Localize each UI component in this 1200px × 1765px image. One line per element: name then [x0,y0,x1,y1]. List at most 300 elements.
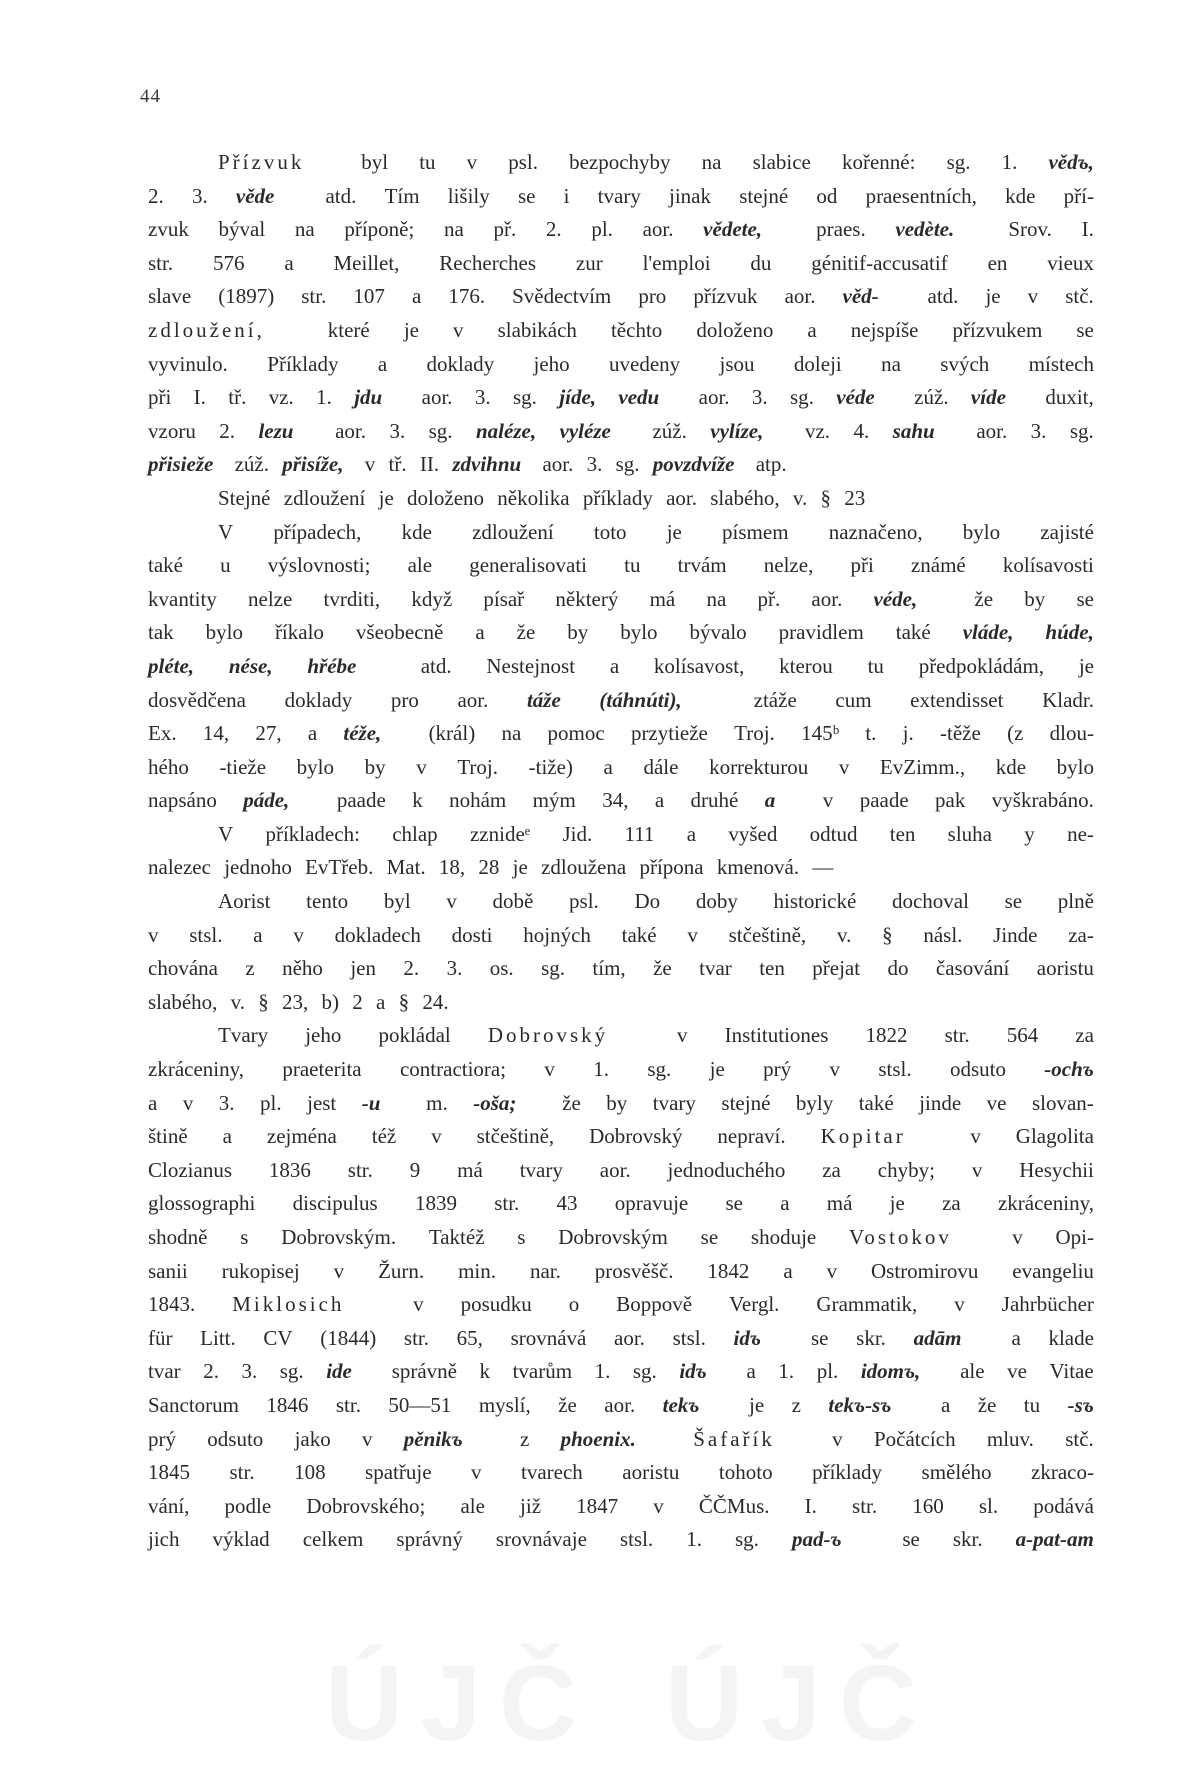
word: shoduje [750,1225,822,1249]
word: příponě; [344,217,420,242]
italic-word: véde, [873,586,918,611]
word: podává [1033,1493,1094,1518]
word: sl. [978,1493,1004,1518]
word: sg. [632,1359,663,1384]
text-line [148,818,1094,852]
word: při [148,385,177,410]
word: -tieže [219,754,272,779]
word: jednoho [224,855,298,880]
word: u [220,553,236,578]
italic-word: vedète. [895,217,955,242]
italic-word: jíde, [559,385,602,410]
word: psl. [508,150,544,174]
word: vzoru [148,418,202,443]
word [943,583,948,617]
word: ve [986,1090,1012,1115]
word: contractiora; [399,1057,512,1082]
word: Vitae [1049,1359,1094,1384]
word: jich [148,1527,185,1552]
word: vieux [1047,250,1094,275]
word: jen [350,956,382,981]
word: dosti [451,922,498,947]
word: a [783,1258,798,1283]
word: bezpochyby [569,150,676,174]
word: stsl. [672,1325,712,1350]
italic-word: téže, [343,721,382,746]
italic-word: a [764,788,776,813]
word: v [677,1023,693,1048]
italic-word: víde [970,385,1006,410]
word: a [307,721,323,746]
word: nejspíše [850,317,924,342]
word: 28 [478,855,505,880]
word: stč. [1065,284,1094,309]
word: slabikách [497,317,583,342]
word: b) [321,989,345,1014]
word [1023,381,1028,415]
word: 1. [593,1057,615,1082]
word: aoristu [1036,956,1094,981]
word: y [1024,821,1041,846]
spaced-word: Vostokov [848,1225,952,1249]
word: str. [347,1157,379,1182]
word: uvedeny [609,351,686,376]
word [399,381,404,415]
word: pak [935,788,971,813]
word: v [148,922,164,947]
word: byl [361,150,394,174]
word: tvary [597,183,647,208]
italic-word: pěnikъ [403,1426,463,1451]
italic-word: tekъ [662,1392,700,1417]
word: EvZimm., [879,754,971,779]
word [489,1423,494,1457]
word: i [563,183,575,208]
word: I. [804,1493,823,1518]
word: 23, [282,989,314,1014]
word: -tiže) [528,754,579,779]
word: jako [294,1426,336,1451]
word: str. [148,250,179,275]
spaced-word: Miklosich [232,1292,345,1317]
word: 3. [389,418,411,443]
word: několika [497,485,575,510]
word: a [609,653,625,678]
word: pří- [1063,183,1094,208]
word [629,415,634,449]
word: také [621,922,662,947]
word: ve [1007,1359,1033,1384]
word: 3. [446,956,468,981]
word: 564 [1006,1023,1044,1048]
word: je [709,1057,731,1082]
italic-word: húde, [1045,620,1094,645]
word: ne- [1067,821,1094,846]
word: mluv. [986,1426,1040,1451]
word: srovnávaje [495,1527,593,1552]
word: písař [483,586,530,611]
word: na [501,721,527,746]
word [221,448,226,482]
word: Litt. [200,1325,241,1350]
word: 176. [448,284,491,309]
text-line [148,1389,1094,1423]
italic-word: -oša; [473,1090,517,1115]
word: v [822,788,839,813]
word: dlou- [1049,721,1094,746]
word: napsáno [148,788,223,813]
word: (z [1007,721,1029,746]
word: Jahrbücher [1001,1292,1094,1317]
word: 2 [352,989,369,1014]
word: duxit, [1045,385,1094,410]
word [979,213,984,247]
word: ale [407,553,438,578]
word: 27, [255,721,287,746]
word: ten [889,821,921,846]
word: v [1027,284,1044,309]
word: aor. [599,1157,636,1182]
word: stčeštině, [728,922,812,947]
text-line [148,1355,1094,1389]
word: se [725,1191,749,1216]
word: 1. [686,1527,708,1552]
word: případech, [273,519,367,544]
word: tvarům [512,1359,578,1384]
word: slabého, [148,989,223,1014]
word: v [333,1258,350,1283]
word: ten [759,956,791,981]
word [330,146,335,180]
word: některý [555,586,624,611]
word: př. [757,586,786,611]
word: I. [193,385,212,410]
word: 3. [586,452,608,477]
word: které [327,317,375,342]
word: 34, [602,788,634,813]
text-line [148,1120,1094,1154]
word: tvrditi, [323,586,386,611]
word [640,1019,645,1053]
word: vání, [148,1493,195,1518]
word: v [970,1124,987,1149]
word [310,784,315,818]
word: v [453,317,469,342]
word: v [416,754,432,779]
italic-word: naléze, [476,418,542,443]
word: (1844) [320,1325,382,1350]
word [386,650,391,684]
word: dosvědčena [148,687,252,712]
italic-word: táže [526,687,567,712]
word: Sanctorum [148,1392,245,1417]
word: přízvukem [952,317,1048,342]
word: str. [852,1493,883,1518]
italic-word: hřébe [307,653,357,678]
word: Do [634,889,666,914]
word: druhé [690,788,744,813]
word: sg. [541,956,571,981]
text-line [148,1053,1094,1087]
text-line [148,616,1094,650]
word: 3. [218,1090,240,1115]
word: tř. [228,385,252,410]
italic-word: a-pat-am [1015,1527,1094,1552]
word: stsl. [619,1527,659,1552]
word: těchto [610,317,668,342]
word: spatřuje [365,1460,437,1485]
word: Troj. [734,721,781,746]
word: býval [218,217,271,242]
word: Opi- [1055,1225,1094,1249]
word: pomoc [547,721,610,746]
word: Kladr. [1042,687,1094,712]
italic-word: phoenix. [560,1426,636,1451]
italic-word: idomъ, [860,1359,921,1384]
word: v [954,1292,971,1317]
word: Dobrovským. [281,1225,402,1249]
word: příklady [582,485,659,510]
word: — [812,855,834,880]
italic-word: idъ [733,1325,761,1350]
word: kde [995,754,1032,779]
word: aor. [614,1325,651,1350]
word: 1836 [268,1157,317,1182]
word: os. [489,956,519,981]
word: tu [624,553,646,578]
word: 160 [912,1493,949,1518]
word: smělého [921,1460,997,1485]
word: stsl. [878,1057,917,1082]
word: dochoval [891,889,975,914]
word: sg. [946,150,976,174]
word: je [403,317,425,342]
word: kolísavosti [1002,553,1094,578]
text-line [148,1187,1094,1221]
word: zajisté [1040,519,1094,544]
word: by [1024,586,1051,611]
word: má [649,586,681,611]
italic-word: zdvihnu [452,452,522,477]
word: bylo [205,620,249,645]
text-line [148,583,1094,617]
word [900,280,905,314]
word: 2. [403,956,425,981]
word: tu [867,653,890,678]
text-line [148,1523,1094,1557]
word: jeho [305,1023,347,1048]
word: zkráceniny, [148,1057,250,1082]
word: tento [306,889,354,914]
word [312,415,317,449]
italic-word: přisieže [148,452,214,477]
word: aor. [335,418,372,443]
word: dále [643,754,684,779]
word: na [706,586,732,611]
word [662,1423,667,1457]
word: a [475,620,490,645]
word: bylo [1056,754,1094,779]
word: zúž. [914,385,954,410]
word: se [1076,317,1094,342]
word: příklady [812,1460,888,1485]
word [369,1355,374,1389]
word: 1846 [266,1392,314,1417]
word: 3. [751,385,773,410]
word: zur [575,250,608,275]
spaced-word: Kopitar [820,1124,906,1149]
word: vyvinulo. [148,351,234,376]
word: 3. [241,1359,263,1384]
word: vz. [268,385,300,410]
word: je [378,485,400,510]
word [722,1389,727,1423]
word: atd. [927,284,964,309]
word: 9 [409,1157,426,1182]
word: za [942,1191,966,1216]
word: že [974,586,999,611]
word: vz. [804,418,836,443]
word: Svědectvím [512,284,617,309]
word: Stejné [218,485,276,510]
word: praes. [816,217,871,242]
italic-word: vědete, [703,217,763,242]
word: a [654,788,670,813]
word: bývalo [689,620,752,645]
word: v [832,1426,848,1451]
page-number: 44 [140,86,161,107]
italic-word: adām [913,1325,962,1350]
word: na [443,217,470,242]
word: s [240,1225,254,1249]
word: jednoduchého [667,1157,791,1182]
word: předpokládám, [918,653,1050,678]
italic-word: páde, [243,788,290,813]
word: sg. [428,418,458,443]
word: doloženo [696,317,779,342]
word: jsou [719,351,760,376]
word: nepraví. [717,1124,791,1149]
word: str. [403,1325,435,1350]
word: celkem [302,1527,369,1552]
word: zdloužení [472,519,559,544]
word [914,1389,919,1423]
word: trvám [677,553,732,578]
text-line [148,1490,1094,1524]
word: do [887,956,914,981]
word: pokládal [378,1023,456,1048]
word: doklady [426,351,500,376]
word: v [446,889,463,914]
text-line [148,1255,1094,1289]
word: na [294,217,320,242]
word: 3. [474,385,496,410]
word: psl. [569,889,605,914]
word: stsl. [189,922,228,947]
word: se [1076,586,1094,611]
word: Příklady [267,351,344,376]
word: odsuto [207,1426,269,1451]
word [786,213,791,247]
text-line [148,280,1094,314]
word: Jinde [993,922,1043,947]
italic-word: povzdvíže [652,452,735,477]
word: přípona [639,855,709,880]
word: pro [638,284,672,309]
word: všeobecně [355,620,449,645]
word: 576 [212,250,250,275]
word: 3. [1030,418,1052,443]
word: tím, [592,956,631,981]
word: zdloužení [283,485,371,510]
word: chlap [392,821,443,846]
word: -těže [940,721,987,746]
word: 1. [594,1359,616,1384]
word: že [653,956,677,981]
word: Vergl. [729,1292,785,1317]
word: doloženo [407,485,490,510]
word: 2. [219,418,241,443]
word: nar. [529,1258,567,1283]
word: chyby; [877,1157,941,1182]
word: tu [419,150,441,174]
word: przytieže [630,721,714,746]
word: skr. [952,1527,988,1552]
word: Dobrovského; [306,1493,431,1518]
word: v [431,1124,447,1149]
word: tř. [388,452,412,477]
word: když [411,586,458,611]
word: přízvuk [693,284,763,309]
word: aor. [457,687,494,712]
text-line [148,348,1094,382]
word: tvary [519,1157,569,1182]
word: toto [593,519,632,544]
word: příkladech: [265,821,366,846]
text-line [148,213,1094,247]
body-text [148,146,1094,1557]
word: atp. [755,452,787,477]
word: EvTřeb. [305,855,379,880]
word: tak [148,620,179,645]
word: zdloužena [541,855,632,880]
word [537,1087,542,1121]
word: v [182,1090,199,1115]
word [724,1355,729,1389]
text-line [148,314,1094,348]
word: aor. [666,485,703,510]
word: 111 [624,821,660,846]
word: na [701,150,727,174]
word: 18, [438,855,471,880]
word: v [687,922,704,947]
word: sg. [513,385,543,410]
word: že [562,1090,587,1115]
word: § [882,922,898,947]
word: také [858,1090,899,1115]
word [979,1221,984,1255]
word: že [516,620,541,645]
word: stejné [739,183,794,208]
word [869,1523,874,1557]
word: Aorist [218,889,276,914]
word: byly [795,1090,839,1115]
word: 1. [316,385,338,410]
word [782,415,787,449]
italic-word: nése, [228,653,278,678]
word: aor. [542,452,579,477]
word: ztáže [753,687,803,712]
